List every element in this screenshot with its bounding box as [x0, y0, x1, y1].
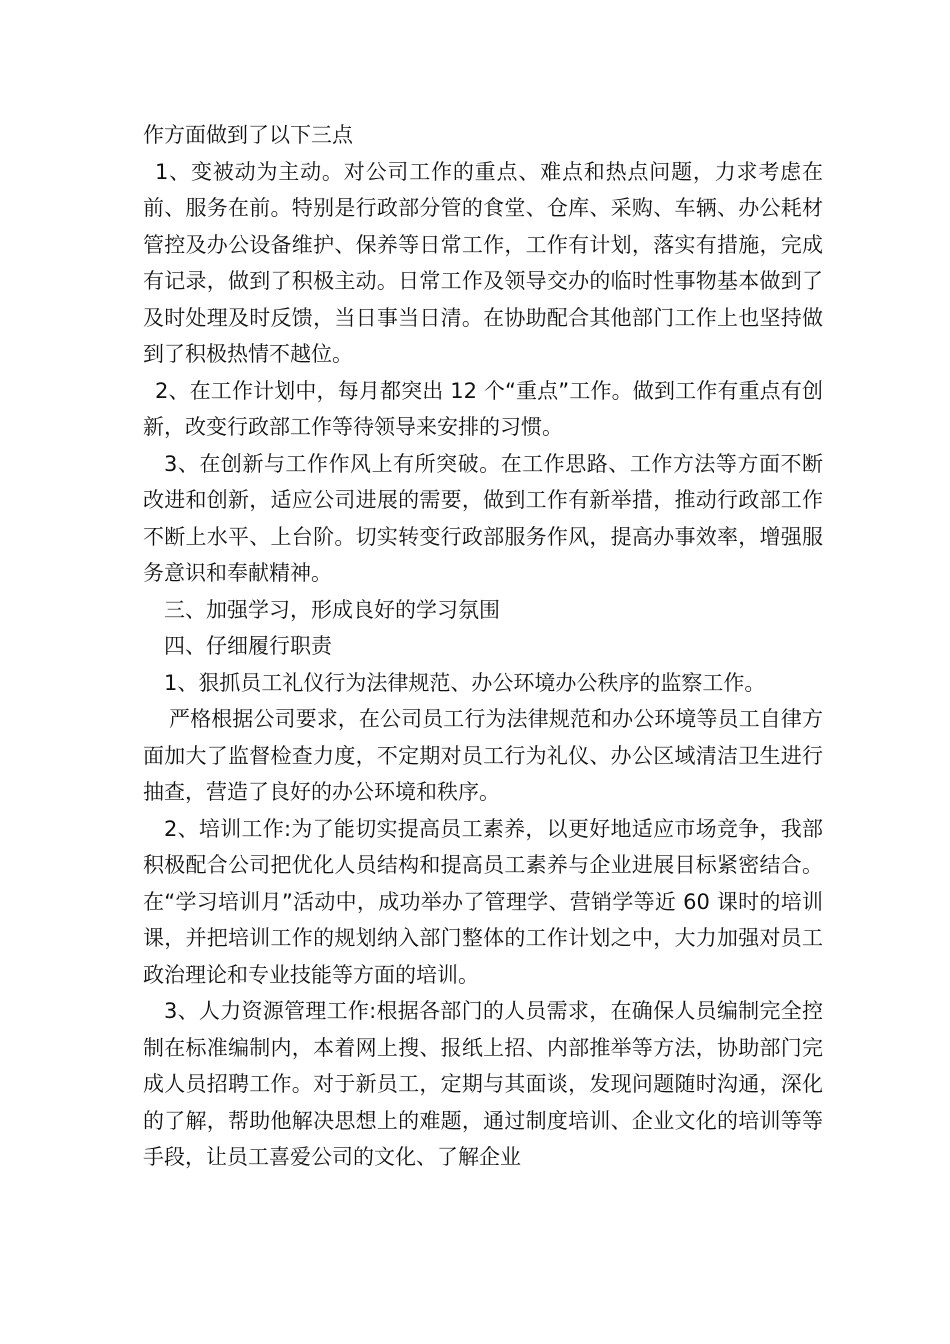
section-heading-duties: 四、仔细履行职责	[164, 634, 332, 658]
section-heading-learning: 三、加强学习，形成良好的学习氛围	[164, 597, 500, 622]
paragraph-supervision: 严格根据公司要求，在公司员工行为法律规范和办公环境等员工自律方面加大了监督检查力度，不定期对员工行为礼仪、办公区域清洁卫生进行抽查，营造了良好的办公环境和秩序。	[143, 707, 823, 804]
paragraph-duty-2-training: 2、培训工作:为了能切实提高员工素养，以更好地适应市场竞争，我部积极配合公司把优化人员结构和提高员工素养与企业进展目标紧密结合。在“学习培训月”活动中，成功举办了管理学、营销学等近 60 课时的培训课，并把培训工作的规划纳入部门整体的工作计划之中，大力加强对员工政治理论和专业技能等方面的培训。	[143, 816, 823, 987]
paragraph-item-1-proactive: 1、变被动为主动。对公司工作的重点、难点和热点问题，力求考虑在前、服务在前。特别是行政部分管的食堂、仓库、采购、车辆、办公耗材管控及办公设备维护、保养等日常工作，工作有计划，落实有措施，完成有记录，做到了积极主动。日常工作及领导交办的临时性事物基本做到了及时处理及时反馈，当日事当日清。在协助配合其他部门工作上也坚持做到了积极热情不越位。	[143, 159, 823, 366]
paragraph-duty-1-etiquette: 1、狠抓员工礼仪行为法律规范、办公环境办公秩序的监察工作。	[164, 670, 766, 695]
paragraph-item-3-innovation: 3、在创新与工作作风上有所突破。在工作思路、工作方法等方面不断改进和创新，适应公司进展的需要，做到工作有新举措，推动行政部工作不断上水平、上台阶。切实转变行政部服务作风，提高办事效率，增强服务意识和奉献精神。	[143, 451, 823, 585]
paragraph-item-2-key-work: 2、在工作计划中，每月都突出 12 个“重点”工作。做到工作有重点有创新，改变行政部工作等待领导来安排的习惯。	[143, 378, 823, 439]
paragraph-duty-3-hr: 3、人力资源管理工作:根据各部门的人员需求，在确保人员编制完全控制在标准编制内，本着网上搜、报纸上招、内部推举等方法，协助部门完成人员招聘工作。对于新员工，定期与其面谈，发现问题随时沟通，深化的了解，帮助他解决思想上的难题，通过制度培训、企业文化的培训等等手段，让员工喜爱公司的文化、了解企业	[143, 999, 823, 1169]
paragraph-continuation: 作方面做到了以下三点	[143, 123, 353, 147]
document-body	[143, 117, 823, 1176]
